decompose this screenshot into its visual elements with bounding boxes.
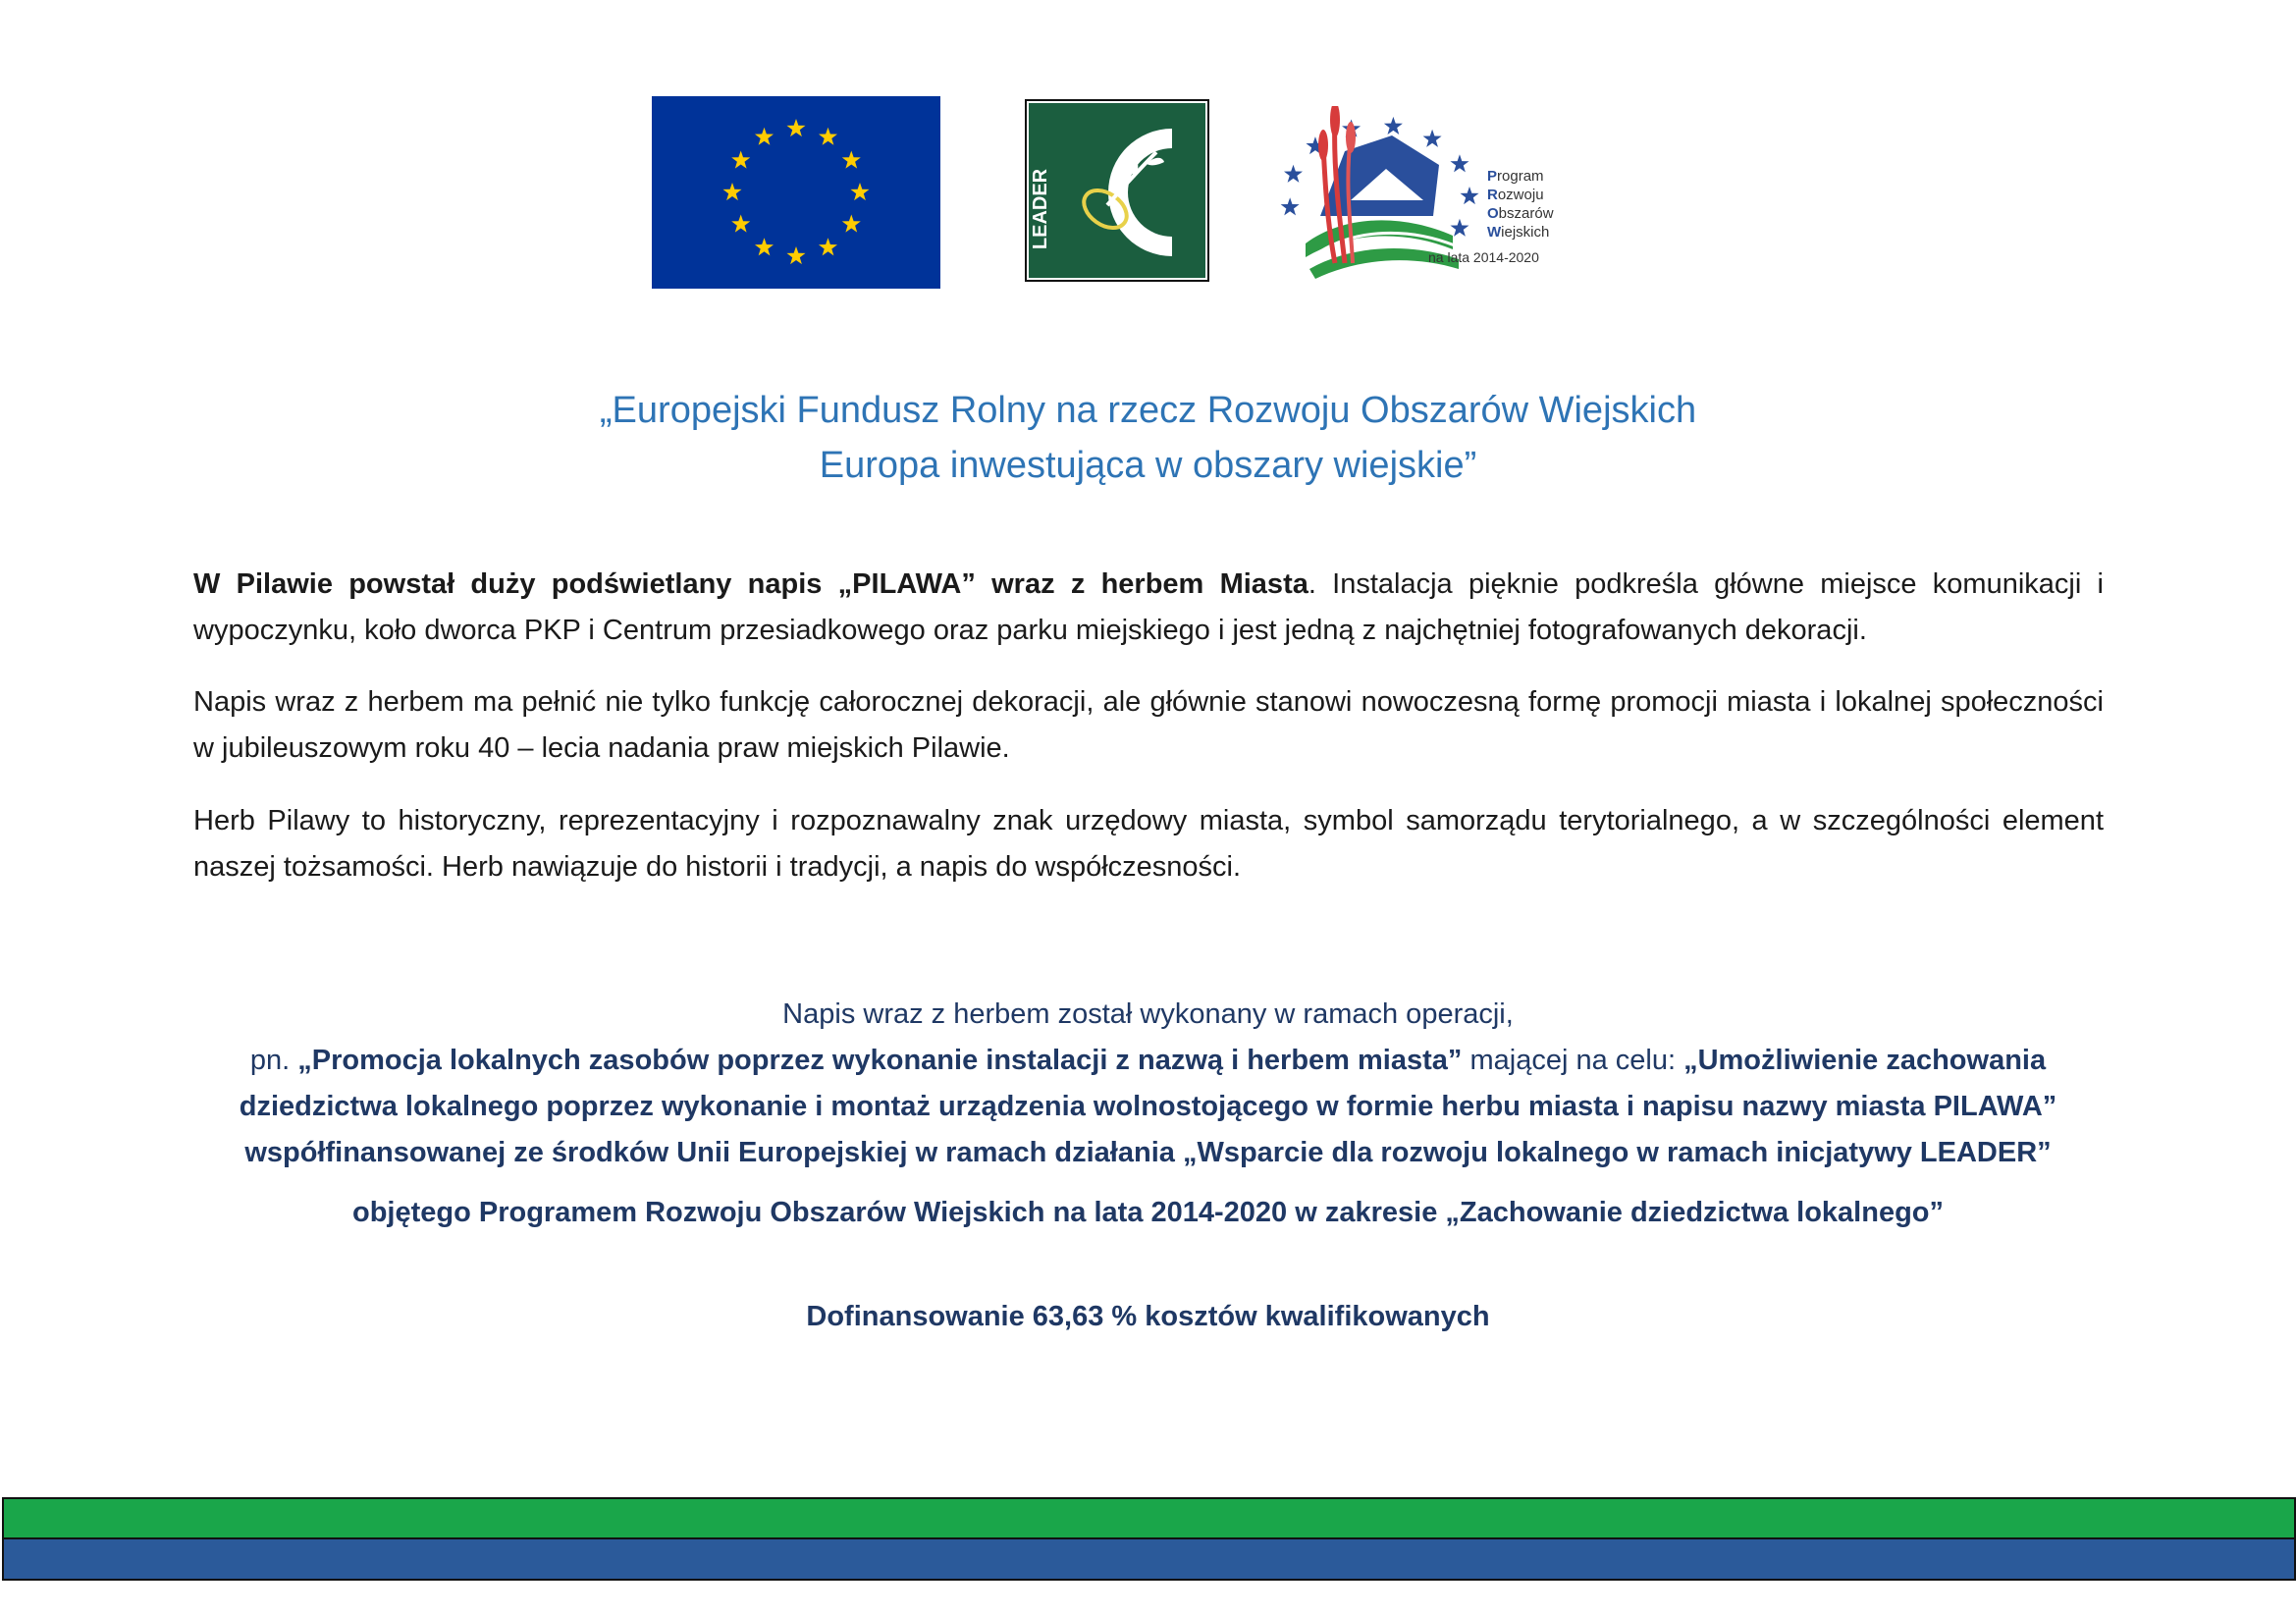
prow-star-icon bbox=[1384, 117, 1403, 135]
funding-block bbox=[0, 992, 2296, 1176]
funding-line-4 bbox=[0, 1130, 2296, 1176]
footer-bar-blue bbox=[2, 1537, 2296, 1581]
funding-line-2-mid: mającej na celu: bbox=[1462, 1045, 1684, 1076]
prow-initial: O bbox=[1487, 205, 1499, 222]
prow-initial: W bbox=[1487, 224, 1502, 241]
eu-flag-icon bbox=[652, 96, 940, 289]
prow-initial: R bbox=[1487, 187, 1498, 203]
prow-logo bbox=[1266, 106, 1590, 283]
funding-line-3 bbox=[0, 1084, 2296, 1130]
paragraph-3: Herb Pilawy to historyczny, reprezentacyjny i rozpoznawalny znak urzędowy miasta, symbol samorządu terytorialnego, a w szczególności element naszej tożsamości. Herb nawiązuje do historii i tradycji, a napis do współczesności. bbox=[193, 805, 2104, 883]
cofinancing-statement: współfinansowanej ze środków Unii Europejskiej w ramach działania „Wsparcie dla rozwoju lokalnego w ramach inicjatywy LEADER” bbox=[244, 1137, 2052, 1168]
prow-star-icon bbox=[1423, 130, 1442, 147]
programme-statement: objętego Programem Rozwoju Obszarów Wiejskich na lata 2014-2020 w zakresie „Zachowanie dziedzictwa lokalnego” bbox=[351, 1197, 1944, 1228]
funding-line-2 bbox=[0, 1038, 2296, 1084]
prow-line bbox=[1487, 204, 1554, 223]
cofunding-line bbox=[0, 1294, 2296, 1340]
prow-name bbox=[1487, 167, 1554, 242]
prow-line bbox=[1487, 223, 1554, 242]
operation-goal-start: „Umożliwienie zachowania bbox=[1683, 1045, 2047, 1076]
prow-star-icon bbox=[1281, 197, 1300, 215]
prow-star-icon bbox=[1460, 187, 1478, 204]
paragraph-2: Napis wraz z herbem ma pełnić nie tylko funkcję całorocznej dekoracji, ale głównie stanowi nowoczesną formę promocji miasta i lokalnej społeczności w jubileuszowym roku 40 – lecia nadania praw miejskich Pilawie. bbox=[193, 686, 2104, 764]
leader-logo bbox=[1025, 99, 1209, 282]
prow-initial: P bbox=[1487, 168, 1498, 185]
funding-line-2-prefix: pn. bbox=[249, 1045, 298, 1076]
operation-goal-rest: dziedzictwa lokalnego poprzez wykonanie i montaż urządzenia wolnostojącego w formie herbu miasta i napisu nazwy miasta PILAWA” bbox=[239, 1091, 2057, 1122]
leader-logo-icon bbox=[1025, 99, 1209, 282]
paragraph-1-rest: . Instalacja pięknie podkreśla główne miejsce komunikacji i wypoczynku, koło dworca PKP i Centrum przesiadkowego oraz parku miejskiego i jest jedną z najchętniej fotografowanych dekoracji. bbox=[193, 568, 2104, 646]
prow-line bbox=[1487, 186, 1554, 204]
heading-line-2: Europa inwestująca w obszary wiejskie” bbox=[819, 445, 1477, 486]
prow-rest: ozwoju bbox=[1497, 187, 1544, 203]
prow-rest: bszarów bbox=[1498, 205, 1554, 222]
operation-name: „Promocja lokalnych zasobów poprzez wykonanie instalacji z nazwą i herbem miasta” bbox=[297, 1045, 1463, 1076]
prow-years: na lata 2014-2020 bbox=[1428, 249, 1539, 265]
cofunding-percentage: Dofinansowanie 63,63 % kosztów kwalifikowanych bbox=[806, 1301, 1490, 1332]
prow-line bbox=[1487, 167, 1554, 186]
programme-line bbox=[0, 1190, 2296, 1236]
prow-star-icon bbox=[1284, 165, 1303, 183]
eu-flag-logo bbox=[652, 96, 940, 289]
prow-star-icon bbox=[1450, 219, 1468, 237]
prow-star-icon bbox=[1450, 154, 1468, 172]
leader-text: LEADER bbox=[1030, 168, 1051, 250]
paragraph-1-bold: W Pilawie powstał duży podświetlany napis „PILAWA” wraz z herbem Miasta bbox=[193, 568, 1308, 600]
heading-line-1: „Europejski Fundusz Rolny na rzecz Rozwoju Obszarów Wiejskich bbox=[599, 390, 1697, 431]
paragraph-1 bbox=[193, 562, 2104, 654]
page-heading bbox=[0, 383, 2296, 493]
footer-bar-green bbox=[2, 1497, 2296, 1539]
prow-rest: rogram bbox=[1497, 168, 1544, 185]
funding-line-1: Napis wraz z herbem został wykonany w ramach operacji, bbox=[782, 998, 1514, 1030]
prow-rest: iejskich bbox=[1501, 224, 1550, 241]
